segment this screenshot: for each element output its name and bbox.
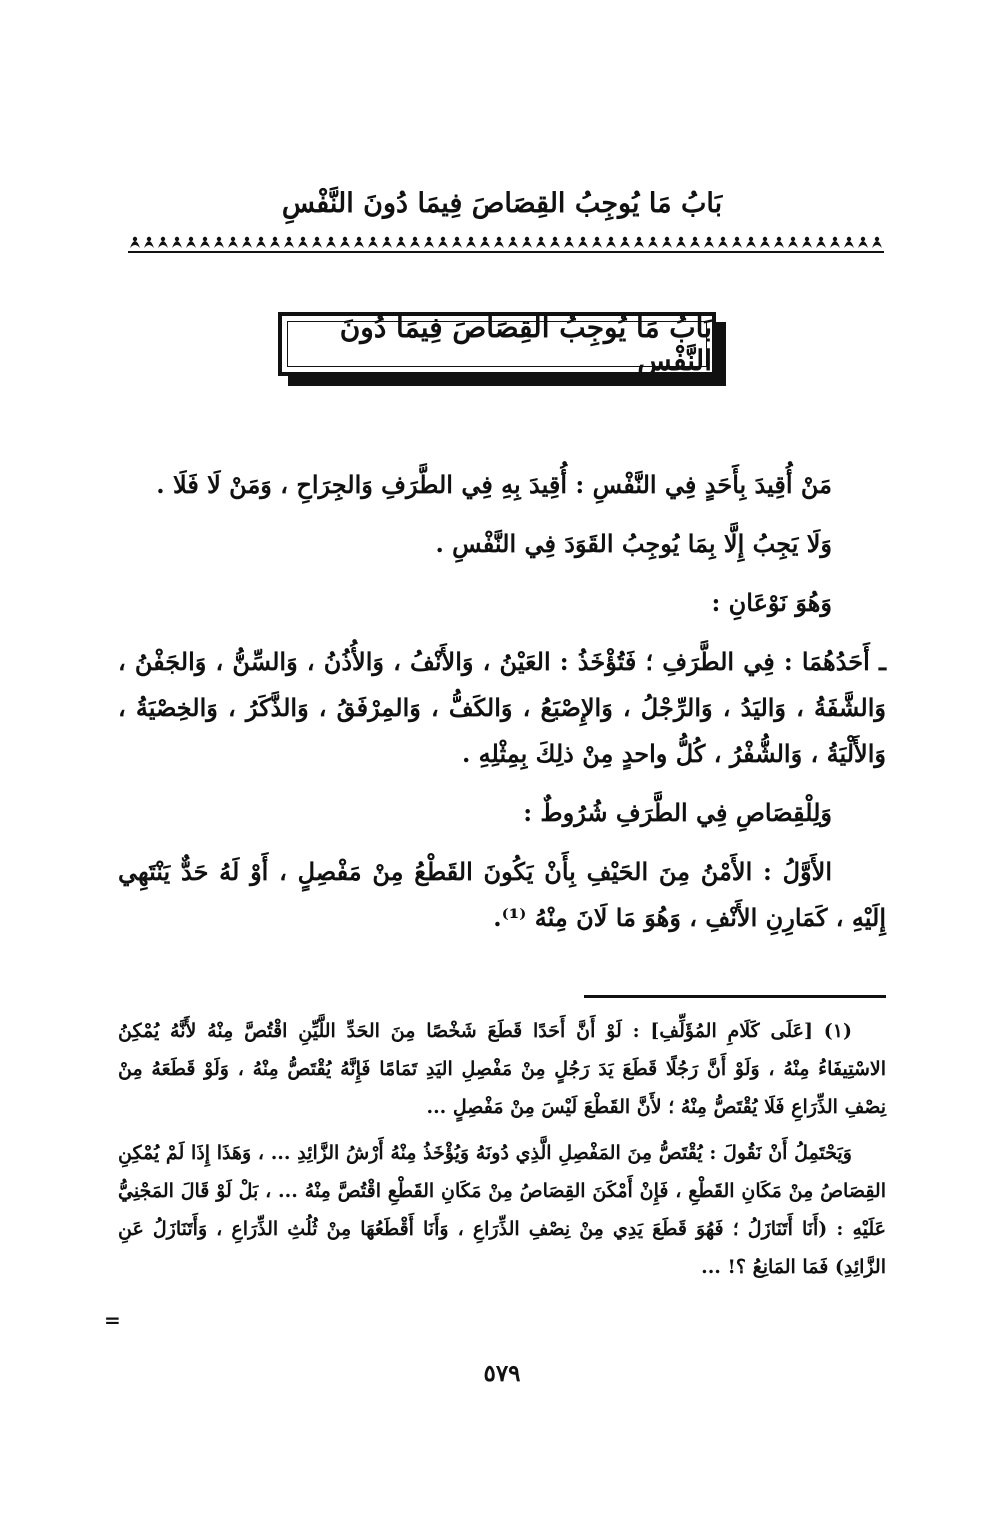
footnote-continuation: وَيَحْتَمِلُ أَنْ نَقُولَ : يُقْتَصُّ مِنَ المَفْصِلِ الَّذِي دُونَهُ وَيُؤْخَذُ مِنْهُ أَرْشُ الزَّائِدِ ... ، وَهَذَا إِذَا لَمْ يُمْكِنِ القِصَاصُ مِنْ مَكَانِ القَطْعِ ، فَإِنْ أَمْكَنَ القِصَاصُ مِنْ مَكَانِ القَطْعِ اقْتُصَّ مِنْهُ ... ، بَلْ لَوْ قَالَ المَجْنِيُّ عَلَيْهِ : (أَنَا أَتَنَازَلُ ؛ فَهُوَ قَطَعَ يَدِي مِنْ نِصْفِ الذِّرَاعِ ، وَأَنَا أَقْطَعُهَا مِنْ ثُلُثِ الذِّرَاعِ ، وَأَتَنَازَلُ عَنِ الزَّائِدِ) فَمَا المَانِعُ ؟! ...	[118, 1142, 886, 1278]
paragraph: وَلِلْقِصَاصِ فِي الطَّرَفِ شُرُوطٌ :	[523, 798, 832, 827]
section-title: بَابُ مَا يُوجِبُ القِصَاصَ فِيمَا دُونَ النَّفْسِ	[339, 311, 712, 377]
paragraph: الأَوَّلُ : الأَمْنُ مِنَ الحَيْفِ بِأَنْ يَكُونَ القَطْعُ مِنْ مَفْصِلٍ ، أَوْ لَهُ حَدٌّ يَنْتَهِي إِلَيْهِ ، كَمَارِنِ الأَنْفِ ، وَهُوَ مَا لَانَ مِنْهُ ⁽¹⁾.	[118, 857, 886, 932]
paragraph: وَلَا يَجِبُ إِلَّا بِمَا يُوجِبُ القَوَدَ فِي النَّفْسِ .	[435, 529, 832, 558]
continuation-mark: =	[104, 1308, 121, 1332]
page-number: ٥٧٩	[483, 1360, 521, 1387]
paragraph: ـ أَحَدُهُمَا : فِي الطَّرَفِ ؛ فَتُؤْخَذُ : العَيْنُ ، وَالأَنْفُ ، وَالأُذُنُ ، وَالسِّنُّ ، وَالجَفْنُ ، وَالشَّفَةُ ، وَاليَدُ ، وَالرِّجْلُ ، وَالإِصْبَعُ ، وَالكَفُّ ، وَالمِرْفَقُ ، وَالذَّكَرُ ، وَالخِصْيَةُ ، وَالأَلْيَةُ ، وَالشُّفْرُ ، كُلُّ واحدٍ مِنْ ذلِكَ بِمِثْلِهِ .	[118, 647, 886, 768]
title-box-frame	[278, 312, 716, 376]
ornament-border	[128, 232, 884, 254]
footnote-separator	[584, 995, 886, 998]
footnotes	[118, 1012, 886, 1294]
paragraph: مَنْ أُقِيدَ بِأَحَدٍ فِي النَّفْسِ : أُقِيدَ بِهِ فِي الطَّرَفِ وَالجِرَاحِ ، وَمَنْ لَا فَلَا .	[156, 470, 832, 499]
running-header: بَابُ مَا يُوجِبُ القِصَاصَ فِيمَا دُونَ النَّفْسِ	[281, 188, 723, 219]
section-title-box	[278, 312, 726, 388]
paragraph: وَهُوَ نَوْعَانِ :	[711, 588, 832, 617]
footnote: (١) [عَلَى كَلَامِ المُؤَلِّفِ] : لَوْ أَنَّ أَحَدًا قَطَعَ شَخْصًا مِنَ الحَدِّ اللَّيِّنِ اقْتُصَّ مِنْهُ لأَنَّهُ يُمْكِنُ الاسْتِيفَاءُ مِنْهُ ، وَلَوْ أَنَّ رَجُلًا قَطَعَ يَدَ رَجُلٍ مِنْ مَفْصِلِ اليَدِ تَمَامًا فَإِنَّهُ يُقْتَصُّ مِنْهُ ، وَلَوْ قَطَعَهُ مِنْ نِصْفِ الذِّرَاعِ فَلَا يُقْتَصُّ مِنْهُ ؛ لأَنَّ القَطْعَ لَيْسَ مِنْ مَفْصِلٍ ...	[118, 1020, 886, 1118]
main-text	[118, 462, 886, 954]
